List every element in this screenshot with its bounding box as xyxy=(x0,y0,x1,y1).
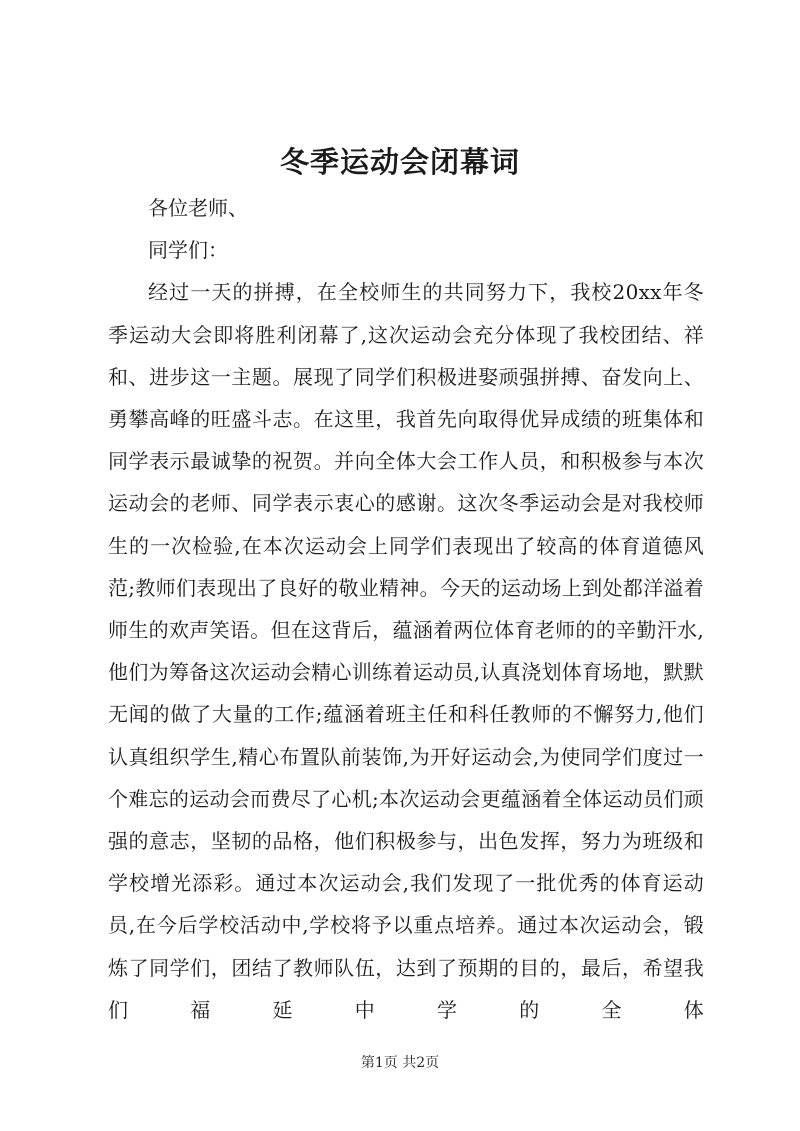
salutation-students: 同学们： xyxy=(148,238,228,263)
page-title: 冬季运动会闭幕词 xyxy=(279,145,520,179)
speech-paragraph: 经过一天的拼搏，在全校师生的共同努力下，我校20xx年冬季运动大会即将胜利闭幕了,这次运动会充分体现了我校团结、祥和、进步这一主题。展现了同学们积极进娶顽强拼搏、奋发向上、勇攀高峰的旺盛斗志。在这里，我首先向取得优异成绩的班集体和同学表示最诚挚的祝贺。并向全体大会工作人员，和积极参与本次运动会的老师、同学表示衷心的感谢。这次冬季运动会是对我校师生的一次检验,在本次运动会上同学们表现出了较高的体育道德风范;教师们表现出了良好的敬业精神。今天的运动场上到处都洋溢着师生的欢声笑语。但在这背后，蕴涵着两位体育老师的的辛勤汗水,他们为筹备这次运动会精心训练着运动员,认真浇划体育场地，默默无闻的做了大量的工作;蕴涵着班主任和科任教师的不懈努力,他们认真组织学生,精心布置队前装饰,为开好运动会,为使同学们度过一个难忘的运动会而费尽了心机;本次运动会更蕴涵着全体运动员们顽强的意志，坚韧的品格，他们积极参与，出色发挥，努力为班级和学校增光添彩。通过本次运动会,我们发现了一批优秀的体育运动员,在今后学校活动中,学校将予以重点培养。通过本次运动会，锻炼了同学们，团结了教师队伍，达到了预期的目的，最后，希望我们福延中学的全体 xyxy=(108,280,704,1022)
page-footer: 第1页 共2页 xyxy=(360,1055,440,1071)
document-body xyxy=(108,187,704,1031)
salutation-teachers: 各位老师、 xyxy=(148,196,248,220)
